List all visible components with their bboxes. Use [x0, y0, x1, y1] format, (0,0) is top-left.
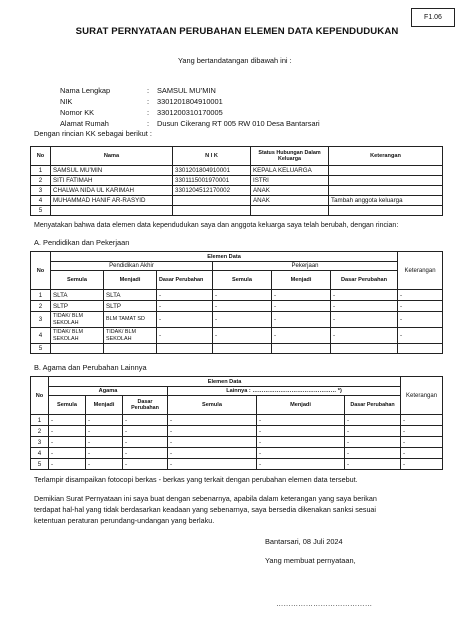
kk-cell-status: KEPALA KELUARGA [251, 166, 329, 176]
kk-cell-nik [173, 196, 251, 206]
kk-header-status: Status Hubungan Dalam Keluarga [251, 147, 329, 166]
a-header-semula: Semula [213, 271, 272, 290]
colon: : [147, 86, 150, 95]
a-cell-pek-dasar: - [331, 301, 398, 312]
kk-cell-keterangan [329, 206, 443, 216]
a-header-pendidikan: Pendidikan Akhir [51, 262, 213, 271]
b-cell-agama-dasar: - [123, 426, 168, 437]
kk-cell-no: 5 [31, 206, 51, 216]
b-header-menjadi: Menjadi [86, 396, 123, 415]
a-cell-pek-menjadi: - [272, 290, 331, 301]
a-cell-pend-dasar: - [157, 290, 213, 301]
kk-caption: Dengan rincian KK sebagai berikut : [34, 129, 152, 138]
kk-cell-nik [173, 206, 251, 216]
kk-header-keterangan: Keterangan [329, 147, 443, 166]
a-header-dasar: Dasar Perubahan [331, 271, 398, 290]
b-header-keterangan: Keterangan [401, 377, 443, 415]
kk-cell-no: 2 [31, 176, 51, 186]
b-cell-lain-dasar: - [345, 426, 401, 437]
a-cell-pek-menjadi: - [272, 312, 331, 328]
a-cell-keterangan: - [398, 290, 443, 301]
b-header-semula: Semula [168, 396, 257, 415]
a-cell-pek-dasar: - [331, 328, 398, 344]
b-cell-lain-menjadi: - [257, 459, 345, 470]
a-cell-pend-dasar: - [157, 328, 213, 344]
b-cell-agama-menjadi: - [86, 448, 123, 459]
kk-cell-nik: 3301201804910001 [173, 166, 251, 176]
kk-header-no: No [31, 147, 51, 166]
a-cell-keterangan: - [398, 328, 443, 344]
a-cell-pend-dasar [157, 344, 213, 354]
a-cell-pend-menjadi: SLTA [104, 290, 157, 301]
a-header-menjadi: Menjadi [104, 271, 157, 290]
kk-cell-keterangan [329, 186, 443, 196]
kk-cell-nik: 3301115001970001 [173, 176, 251, 186]
intro-text: Yang bertandatangan dibawah ini : [178, 56, 292, 65]
a-cell-pek-dasar: - [331, 290, 398, 301]
kk-cell-status: ISTRI [251, 176, 329, 186]
b-cell-lain-dasar: - [345, 437, 401, 448]
value-nomor-kk: 3301200310170005 [157, 108, 223, 117]
a-cell-keterangan [398, 344, 443, 354]
a-cell-pend-semula: SLTA [51, 290, 104, 301]
b-header-dasar: Dasar Perubahan [123, 396, 168, 415]
b-cell-lain-dasar: - [345, 415, 401, 426]
label-nama-lengkap: Nama Lengkap [60, 86, 111, 95]
a-header-dasar: Dasar Perubahan [157, 271, 213, 290]
a-cell-pek-dasar [331, 344, 398, 354]
b-cell-no: 2 [31, 426, 49, 437]
b-cell-no: 1 [31, 415, 49, 426]
b-header-menjadi: Menjadi [257, 396, 345, 415]
a-cell-no: 4 [31, 328, 51, 344]
a-cell-pend-menjadi: SLTP [104, 301, 157, 312]
a-cell-keterangan: - [398, 301, 443, 312]
b-cell-lain-menjadi: - [257, 415, 345, 426]
b-cell-agama-semula: - [49, 426, 86, 437]
value-nama-lengkap: SAMSUL MU’MIN [157, 86, 216, 95]
a-cell-pend-dasar: - [157, 312, 213, 328]
b-cell-keterangan: - [401, 448, 443, 459]
a-cell-pek-menjadi [272, 344, 331, 354]
b-cell-lain-semula: - [168, 426, 257, 437]
label-alamat-rumah: Alamat Rumah [60, 119, 109, 128]
b-header-no: No [31, 377, 49, 415]
b-header-lainnya: Lainnya : ……………………………………… *) [168, 387, 401, 396]
a-cell-no: 2 [31, 301, 51, 312]
b-cell-lain-menjadi: - [257, 426, 345, 437]
a-cell-pek-menjadi: - [272, 301, 331, 312]
b-header-agama: Agama [49, 387, 168, 396]
a-header-menjadi: Menjadi [272, 271, 331, 290]
a-cell-no: 1 [31, 290, 51, 301]
b-cell-lain-dasar: - [345, 448, 401, 459]
b-cell-no: 3 [31, 437, 49, 448]
b-cell-agama-semula: - [49, 448, 86, 459]
statement-text: Menyatakan bahwa data elemen data kependudukan saya dan anggota keluarga saya telah berubah, dengan rincian: [34, 222, 399, 229]
b-header-dasar: Dasar Perubahan [345, 396, 401, 415]
a-header-elemen: Elemen Data [51, 252, 398, 262]
b-cell-lain-dasar: - [345, 459, 401, 470]
kk-cell-nama: SAMSUL MU’MIN [51, 166, 173, 176]
kk-cell-status: ANAK [251, 186, 329, 196]
form-code: F1.06 [411, 8, 455, 27]
a-cell-pend-semula: TIDAK/ BLM SEKOLAH [51, 312, 104, 328]
a-header-semula: Semula [51, 271, 104, 290]
b-cell-lain-semula: - [168, 437, 257, 448]
value-alamat-rumah: Dusun Cikerang RT 005 RW 010 Desa Bantarsari [157, 119, 320, 128]
document-title: SURAT PERNYATAAN PERUBAHAN ELEMEN DATA KEPENDUDUKAN [75, 26, 399, 37]
kk-cell-keterangan [329, 166, 443, 176]
kk-cell-nik: 3301204512170002 [173, 186, 251, 196]
b-cell-lain-semula: - [168, 459, 257, 470]
kk-cell-status [251, 206, 329, 216]
kk-cell-nama: SITI FATIMAH [51, 176, 173, 186]
a-cell-pek-semula [213, 344, 272, 354]
kk-header-nama: Nama [51, 147, 173, 166]
a-header-pekerjaan: Pekerjaan [213, 262, 398, 271]
a-cell-pek-semula: - [213, 290, 272, 301]
a-cell-pek-semula: - [213, 312, 272, 328]
label-nomor-kk: Nomor KK [60, 108, 95, 117]
section-a-title: A. Pendidikan dan Pekerjaan [34, 238, 130, 247]
a-cell-pek-semula: - [213, 328, 272, 344]
kk-cell-keterangan: Tambah anggota keluarga [329, 196, 443, 206]
b-cell-no: 4 [31, 448, 49, 459]
kk-cell-nama: CHALWA NIDA UL KARIMAH [51, 186, 173, 196]
colon: : [147, 108, 150, 117]
b-cell-agama-semula: - [49, 415, 86, 426]
a-cell-pek-menjadi: - [272, 328, 331, 344]
b-cell-lain-menjadi: - [257, 448, 345, 459]
kk-cell-no: 4 [31, 196, 51, 206]
label-nik: NIK [60, 97, 73, 106]
a-cell-pend-menjadi [104, 344, 157, 354]
a-header-no: No [31, 252, 51, 290]
b-cell-lain-semula: - [168, 448, 257, 459]
section-b-table [30, 376, 443, 470]
b-cell-no: 5 [31, 459, 49, 470]
b-cell-agama-dasar: - [123, 415, 168, 426]
b-header-semula: Semula [49, 396, 86, 415]
closing-line: ketentuan peraturan perundang-undangan yang berlaku. [34, 516, 215, 525]
a-cell-pend-semula: SLTP [51, 301, 104, 312]
b-cell-agama-semula: - [49, 437, 86, 448]
b-cell-agama-dasar: - [123, 448, 168, 459]
section-b-title: B. Agama dan Perubahan Lainnya [34, 363, 147, 372]
signer-label: Yang membuat pernyataan, [265, 556, 356, 565]
a-cell-no: 3 [31, 312, 51, 328]
a-cell-pend-menjadi: BLM TAMAT SD [104, 312, 157, 328]
a-cell-pend-menjadi: TIDAK/ BLM SEKOLAH [104, 328, 157, 344]
a-cell-pek-semula: - [213, 301, 272, 312]
value-nik: 3301201804910001 [157, 97, 223, 106]
section-a-table [30, 251, 443, 354]
kk-cell-nama [51, 206, 173, 216]
b-cell-agama-dasar: - [123, 459, 168, 470]
b-cell-agama-menjadi: - [86, 415, 123, 426]
b-cell-agama-menjadi: - [86, 437, 123, 448]
b-cell-agama-menjadi: - [86, 459, 123, 470]
b-cell-keterangan: - [401, 437, 443, 448]
colon: : [147, 119, 150, 128]
b-cell-keterangan: - [401, 415, 443, 426]
b-cell-keterangan: - [401, 459, 443, 470]
a-cell-pend-semula [51, 344, 104, 354]
colon: : [147, 97, 150, 106]
place-date: Bantarsari, 08 Juli 2024 [265, 537, 343, 546]
kk-header-nik: N I K [173, 147, 251, 166]
b-cell-agama-semula: - [49, 459, 86, 470]
kk-cell-no: 3 [31, 186, 51, 196]
b-cell-lain-semula: - [168, 415, 257, 426]
closing-line: Demikian Surat Pernyataan ini saya buat dengan sebenarnya, apabila dalam keterangan yang saya berikan [34, 494, 377, 503]
b-cell-lain-menjadi: - [257, 437, 345, 448]
kk-cell-keterangan [329, 176, 443, 186]
kk-table [30, 146, 443, 216]
kk-cell-status: ANAK [251, 196, 329, 206]
kk-cell-nama: MUHAMMAD HANIF AR-RASYID [51, 196, 173, 206]
b-cell-agama-dasar: - [123, 437, 168, 448]
a-cell-pend-dasar: - [157, 301, 213, 312]
signature-line: ………………………………… [276, 599, 373, 608]
closing-line: terdapat hal-hal yang tidak berdasarkan keadaan yang sebenarnya, saya bersedia dikenakan sanksi sesuai [34, 505, 377, 514]
a-cell-pek-dasar: - [331, 312, 398, 328]
a-cell-keterangan: - [398, 312, 443, 328]
a-cell-pend-semula: TIDAK/ BLM SEKOLAH [51, 328, 104, 344]
b-header-elemen: Elemen Data [49, 377, 401, 387]
kk-cell-no: 1 [31, 166, 51, 176]
b-cell-agama-menjadi: - [86, 426, 123, 437]
a-cell-no: 5 [31, 344, 51, 354]
a-header-keterangan: Keterangan [398, 252, 443, 290]
attachment-note: Terlampir disampaikan fotocopi berkas - berkas yang terkait dengan perubahan elemen data tersebut. [34, 475, 358, 484]
b-cell-keterangan: - [401, 426, 443, 437]
